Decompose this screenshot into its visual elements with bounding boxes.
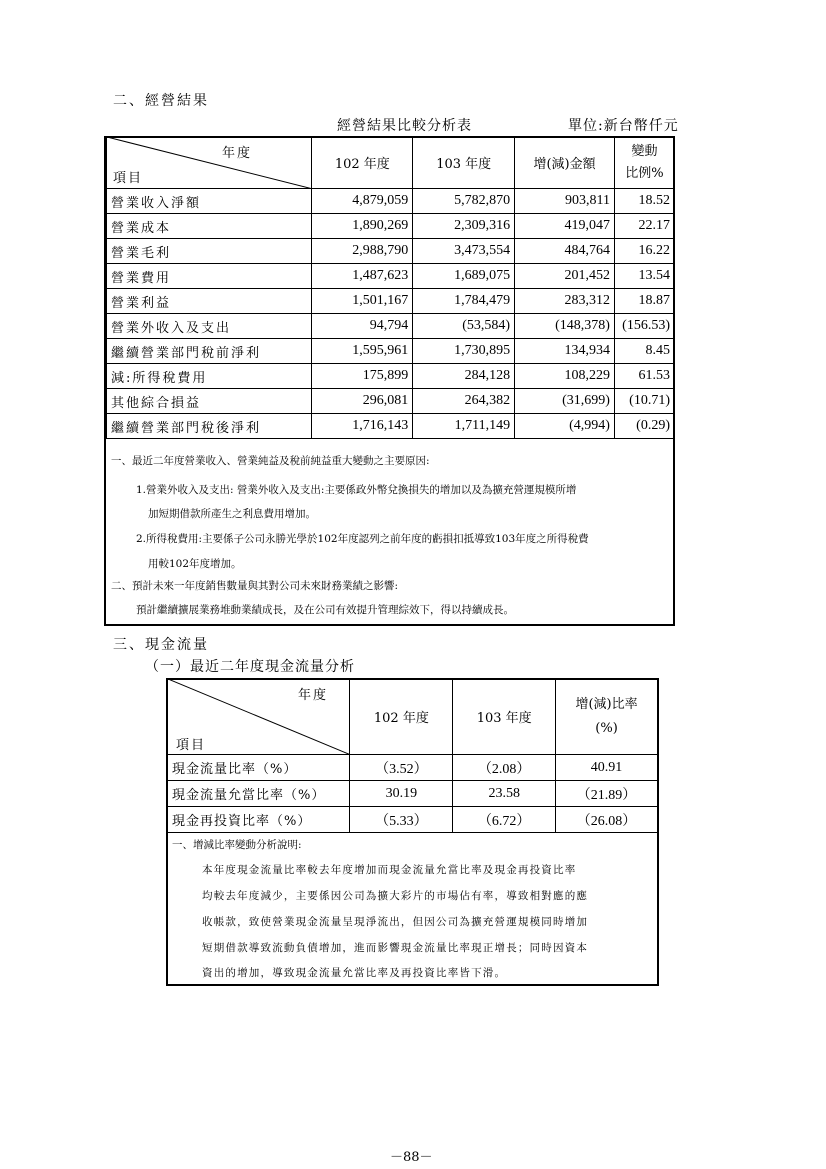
note-heading-2: 二、預計未來一年度銷售數量與其對公司未來財務業績之影響: bbox=[111, 580, 399, 592]
table1-caption: 經營結果比較分析表 bbox=[337, 118, 472, 134]
table-row: 營業外收入及支出 94,794 (53,584) (148,378) (156.53) bbox=[107, 314, 675, 339]
table1-corner-item: 項目 bbox=[113, 171, 144, 186]
note-line: 短期借款導致流動負債增加，進而影響現金流量比率現正增長；同時因資本 bbox=[202, 942, 589, 954]
note-line: 2.所得稅費用:主要係子公司永勝光學於102年度認列之前年度的虧損扣抵導致103年度之所得稅費 bbox=[136, 533, 589, 545]
cash-flow-table bbox=[167, 678, 658, 833]
note-line: 本年度現金流量比率較去年度增加而現金流量允當比率及現金再投資比率 bbox=[202, 864, 577, 876]
note-line: 均較去年度減少，主要係因公司為擴大彩片的市場佔有率，導致相對應的應 bbox=[202, 890, 589, 902]
table1-header-103: 103 年度 bbox=[413, 137, 515, 189]
operating-results-table bbox=[106, 136, 675, 439]
note-line: 預計繼續擴展業務堆動業績成長，及在公司有效提升管理綜效下，得以持續成長。 bbox=[136, 604, 514, 616]
section-title-operating-results: 二、經營結果 bbox=[113, 93, 209, 109]
table-row: 營業成本 1,890,269 2,309,316 419,047 22.17 bbox=[107, 214, 675, 239]
table-row: 繼續營業部門稅後淨利 1,716,143 1,711,149 (4,994) (0.29) bbox=[107, 414, 675, 439]
note-heading: 一、增減比率變動分析說明: bbox=[172, 839, 302, 851]
table1-unit: 單位:新台幣仟元 bbox=[568, 118, 679, 134]
table-row: 現金再投資比率（%） （5.33） （6.72） （26.08） bbox=[168, 807, 658, 833]
table-row: 現金流量比率（%） （3.52） （2.08） 40.91 bbox=[168, 755, 658, 781]
page-number: －88－ bbox=[390, 1150, 433, 1165]
section-title-cash-flow: 三、現金流量 bbox=[113, 637, 209, 653]
note-line: 資出的增加，導致現金流量允當比率及再投資比率皆下滑。 bbox=[202, 967, 507, 979]
subsection-title-cash-flow-analysis: （一）最近二年度現金流量分析 bbox=[145, 659, 355, 675]
note-line: 收帳款，致使營業現金流量呈現淨流出，但因公司為擴充營運規模同時增加 bbox=[202, 916, 589, 928]
table-row: 營業費用 1,487,623 1,689,075 201,452 13.54 bbox=[107, 264, 675, 289]
table1-corner-year: 年度 bbox=[222, 146, 253, 161]
table1-header-diff: 增(減)金額 bbox=[515, 137, 615, 189]
note-line: 用較102年度增加。 bbox=[148, 558, 242, 570]
table-row: 繼續營業部門稅前淨利 1,595,961 1,730,895 134,934 8.45 bbox=[107, 339, 675, 364]
table2-header-pct: 增(減)比率 (%) bbox=[556, 679, 658, 755]
table-row: 其他綜合損益 296,081 264,382 (31,699) (10.71) bbox=[107, 389, 675, 414]
note-line: 1.營業外收入及支出: 營業外收入及支出:主要係政外幣兌換損失的增加以及為擴充營運規模所增 bbox=[136, 484, 577, 496]
table1-header-pct: 變動 比例% bbox=[614, 137, 674, 189]
table1-header-102: 102 年度 bbox=[312, 137, 413, 189]
table2-header-102: 102 年度 bbox=[350, 679, 453, 755]
note-line: 加短期借款所產生之利息費用增加。 bbox=[148, 508, 316, 520]
table-row: 營業收入淨額 4,879,059 5,782,870 903,811 18.52 bbox=[107, 189, 675, 214]
table-row: 營業毛利 2,988,790 3,473,554 484,764 16.22 bbox=[107, 239, 675, 264]
table2-corner-year: 年度 bbox=[298, 688, 329, 703]
note-heading-1: 一、最近二年度營業收入、營業純益及稅前純益重大變動之主要原因: bbox=[111, 455, 430, 467]
table2-corner-cell bbox=[168, 679, 350, 755]
table-row: 減:所得稅費用 175,899 284,128 108,229 61.53 bbox=[107, 364, 675, 389]
table2-header-103: 103 年度 bbox=[453, 679, 556, 755]
table-row: 現金流量允當比率（%） 30.19 23.58 （21.89） bbox=[168, 781, 658, 807]
table2-corner-item: 項目 bbox=[176, 738, 207, 753]
table1-corner-cell bbox=[107, 137, 312, 189]
table-row: 營業利益 1,501,167 1,784,479 283,312 18.87 bbox=[107, 289, 675, 314]
